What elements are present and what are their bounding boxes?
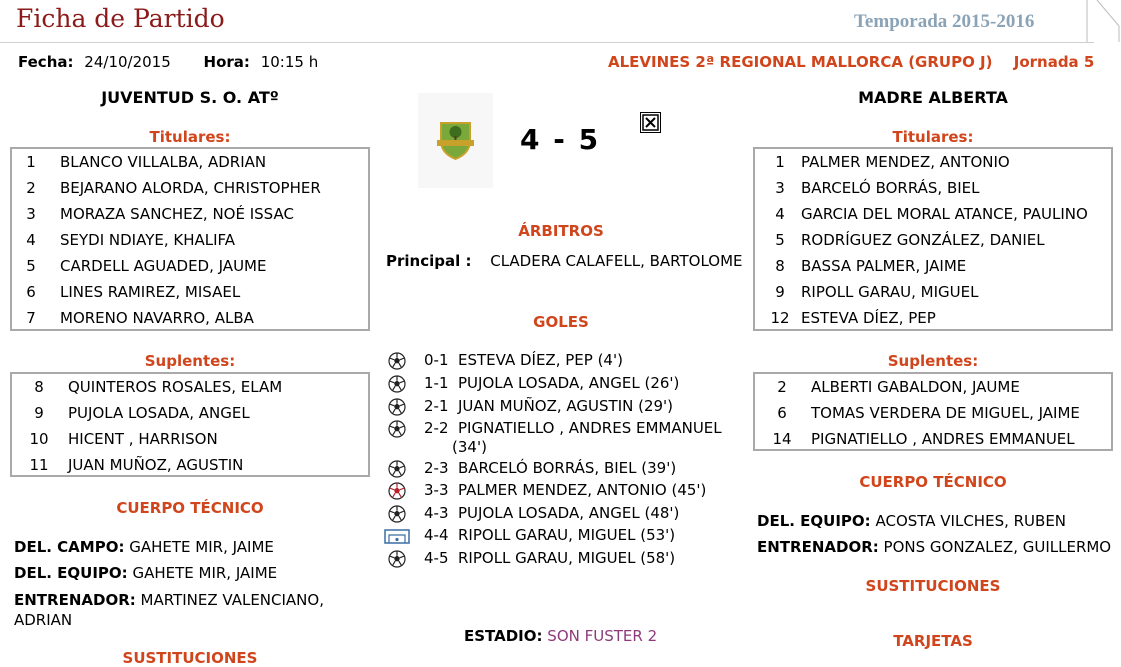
goal-scorer: PUJOLA LOSADA, ANGEL (48') bbox=[458, 504, 680, 522]
player-name[interactable]: JUAN MUÑOZ, AGUSTIN bbox=[68, 456, 244, 474]
away-starters-list bbox=[753, 147, 1113, 331]
staff-role: DEL. EQUIPO: bbox=[757, 512, 871, 530]
player-number: 5 bbox=[775, 231, 785, 249]
referees-title: ÁRBITROS bbox=[518, 222, 604, 240]
competition-name[interactable]: ALEVINES 2ª REGIONAL MALLORCA (GRUPO J) bbox=[608, 53, 993, 71]
ball-icon bbox=[388, 460, 406, 482]
staff-role: DEL. CAMPO: bbox=[14, 538, 125, 556]
goal-row bbox=[388, 419, 740, 459]
goal-row bbox=[388, 397, 740, 419]
goal-score: 0-1 bbox=[424, 351, 449, 369]
away-cards-title: TARJETAS bbox=[893, 632, 973, 650]
away-team-name[interactable]: MADRE ALBERTA bbox=[858, 88, 1008, 107]
match-datetime bbox=[18, 53, 318, 71]
own-goal-ball-icon bbox=[388, 482, 406, 504]
staff-name: GAHETE MIR, JAIME bbox=[129, 538, 274, 556]
away-staff-row bbox=[757, 512, 1066, 530]
player-number: 7 bbox=[26, 309, 36, 327]
player-number: 9 bbox=[34, 404, 44, 422]
player-name[interactable]: RODRÍGUEZ GONZÁLEZ, DANIEL bbox=[801, 231, 1045, 249]
player-row[interactable] bbox=[12, 305, 368, 331]
goal-scorer: PIGNATIELLO , ANDRES EMMANUEL bbox=[458, 419, 722, 437]
player-row[interactable] bbox=[755, 400, 1111, 426]
goal-score: 4-3 bbox=[424, 504, 449, 522]
player-number: 2 bbox=[26, 179, 36, 197]
season-label: Temporada 2015-2016 bbox=[854, 11, 1035, 32]
competition-info bbox=[608, 53, 1094, 71]
home-substitutions-title: SUSTITUCIONES bbox=[122, 649, 258, 667]
away-starters-title: Titulares: bbox=[892, 128, 974, 146]
goal-minute: (34') bbox=[452, 438, 487, 456]
staff-role: DEL. EQUIPO: bbox=[14, 564, 128, 582]
home-staff-row bbox=[14, 590, 354, 630]
player-name[interactable]: HICENT , HARRISON bbox=[68, 430, 218, 448]
stadium-link[interactable]: SON FUSTER 2 bbox=[547, 627, 658, 645]
away-subs-list bbox=[753, 372, 1113, 451]
goal-row bbox=[388, 504, 740, 526]
team-crest-icon bbox=[418, 93, 493, 188]
player-number: 1 bbox=[775, 153, 785, 171]
player-number: 9 bbox=[775, 283, 785, 301]
away-crest-missing-icon bbox=[640, 112, 661, 133]
player-number: 12 bbox=[770, 309, 790, 327]
player-row[interactable] bbox=[755, 149, 1111, 175]
home-subs-list bbox=[10, 372, 370, 477]
player-row[interactable] bbox=[12, 253, 368, 279]
ball-icon bbox=[388, 375, 406, 397]
player-row[interactable] bbox=[12, 374, 368, 400]
goal-row bbox=[388, 481, 740, 503]
player-name[interactable]: MORAZA SANCHEZ, NOÉ ISSAC bbox=[60, 205, 294, 223]
staff-name: ACOSTA VILCHES, RUBEN bbox=[875, 512, 1067, 530]
home-subs-title: Suplentes: bbox=[144, 352, 236, 370]
player-name[interactable]: TOMAS VERDERA DE MIGUEL, JAIME bbox=[811, 404, 1080, 422]
player-name[interactable]: BLANCO VILLALBA, ADRIAN bbox=[60, 153, 267, 171]
player-name[interactable]: GARCIA DEL MORAL ATANCE, PAULINO bbox=[801, 205, 1088, 223]
player-number: 1 bbox=[26, 153, 36, 171]
player-row[interactable] bbox=[755, 305, 1111, 331]
time-label: Hora: bbox=[203, 53, 250, 71]
player-row[interactable] bbox=[755, 374, 1111, 400]
ball-icon bbox=[388, 398, 406, 420]
player-name[interactable]: BASSA PALMER, JAIME bbox=[801, 257, 967, 275]
player-name[interactable]: QUINTEROS ROSALES, ELAM bbox=[68, 378, 283, 396]
goals-title: GOLES bbox=[533, 313, 589, 331]
time-value: 10:15 h bbox=[260, 53, 319, 71]
player-row[interactable] bbox=[12, 175, 368, 201]
referee-row bbox=[386, 252, 743, 270]
header-divider bbox=[0, 42, 1094, 43]
goal-score: 2-2 bbox=[424, 419, 449, 437]
goal-scorer: BARCELÓ BORRÁS, BIEL (39') bbox=[458, 459, 677, 477]
player-row[interactable] bbox=[12, 149, 368, 175]
goal-scorer: PUJOLA LOSADA, ANGEL (26') bbox=[458, 374, 680, 392]
goal-row bbox=[388, 351, 740, 373]
page-corner-icon bbox=[1085, 0, 1121, 42]
player-name[interactable]: ALBERTI GABALDON, JAUME bbox=[811, 378, 1020, 396]
player-number: 5 bbox=[26, 257, 36, 275]
home-staff-row bbox=[14, 564, 277, 582]
player-row[interactable] bbox=[12, 201, 368, 227]
home-staff-row bbox=[14, 538, 274, 556]
player-name[interactable]: BARCELÓ BORRÁS, BIEL bbox=[801, 179, 980, 197]
player-name[interactable]: PALMER MENDEZ, ANTONIO bbox=[801, 153, 1010, 171]
home-starters-list bbox=[10, 147, 370, 331]
player-number: 6 bbox=[777, 404, 787, 422]
referee-role: Principal : bbox=[386, 252, 472, 270]
stadium-label: ESTADIO: bbox=[464, 627, 543, 645]
staff-role: ENTRENADOR: bbox=[14, 591, 136, 609]
player-row[interactable] bbox=[755, 227, 1111, 253]
penalty-goal-icon bbox=[384, 527, 410, 549]
player-number: 6 bbox=[26, 283, 36, 301]
goal-row bbox=[388, 459, 740, 481]
player-number: 14 bbox=[772, 430, 792, 448]
player-name[interactable]: PUJOLA LOSADA, ANGEL bbox=[68, 404, 250, 422]
player-row[interactable] bbox=[12, 426, 368, 452]
player-row[interactable] bbox=[755, 201, 1111, 227]
player-name[interactable]: ESTEVA DÍEZ, PEP bbox=[801, 309, 936, 327]
player-row[interactable] bbox=[12, 279, 368, 305]
ball-icon bbox=[388, 352, 406, 374]
match-score: 4 - 5 bbox=[520, 123, 601, 156]
player-name[interactable]: MORENO NAVARRO, ALBA bbox=[60, 309, 254, 327]
away-subs-title: Suplentes: bbox=[887, 352, 979, 370]
staff-name: GAHETE MIR, JAIME bbox=[132, 564, 278, 582]
home-staff-title: CUERPO TÉCNICO bbox=[116, 499, 264, 517]
player-name[interactable]: LINES RAMIREZ, MISAEL bbox=[60, 283, 241, 301]
player-row[interactable] bbox=[12, 452, 368, 478]
goal-row bbox=[388, 526, 740, 548]
staff-role: ENTRENADOR: bbox=[757, 538, 879, 556]
player-number: 3 bbox=[26, 205, 36, 223]
goal-score: 4-5 bbox=[424, 549, 449, 567]
page-title: Ficha de Partido bbox=[16, 4, 225, 33]
ball-icon bbox=[388, 420, 406, 442]
player-row[interactable] bbox=[12, 227, 368, 253]
referee-name: CLADERA CALAFELL, BARTOLOME bbox=[490, 252, 743, 270]
away-staff-title: CUERPO TÉCNICO bbox=[859, 473, 1007, 491]
goal-scorer: JUAN MUÑOZ, AGUSTIN (29') bbox=[458, 397, 674, 415]
goal-score: 4-4 bbox=[424, 526, 449, 544]
stadium-row bbox=[464, 627, 657, 645]
ball-icon bbox=[388, 505, 406, 527]
goal-score: 3-3 bbox=[424, 481, 449, 499]
player-row[interactable] bbox=[12, 400, 368, 426]
player-row[interactable] bbox=[755, 279, 1111, 305]
date-value: 24/10/2015 bbox=[84, 53, 171, 71]
staff-name: MARTINEZ VALENCIANO, ADRIAN bbox=[14, 591, 324, 629]
player-name[interactable]: SEYDI NDIAYE, KHALIFA bbox=[60, 231, 236, 249]
round-label[interactable]: Jornada 5 bbox=[1013, 53, 1095, 71]
player-row[interactable] bbox=[755, 253, 1111, 279]
player-row[interactable] bbox=[755, 175, 1111, 201]
home-team-name[interactable]: JUVENTUD S. O. ATº bbox=[101, 88, 279, 107]
goal-scorer: RIPOLL GARAU, MIGUEL (53') bbox=[458, 526, 676, 544]
goal-score: 2-3 bbox=[424, 459, 449, 477]
player-name[interactable]: BEJARANO ALORDA, CHRISTOPHER bbox=[60, 179, 321, 197]
goal-row bbox=[388, 549, 740, 571]
home-starters-title: Titulares: bbox=[149, 128, 231, 146]
player-name[interactable]: CARDELL AGUADED, JAUME bbox=[60, 257, 267, 275]
player-number: 3 bbox=[775, 179, 785, 197]
goal-scorer: PALMER MENDEZ, ANTONIO (45') bbox=[458, 481, 707, 499]
goal-score: 1-1 bbox=[424, 374, 449, 392]
player-number: 11 bbox=[29, 456, 49, 474]
goal-scorer: RIPOLL GARAU, MIGUEL (58') bbox=[458, 549, 676, 567]
away-staff-row bbox=[757, 538, 1111, 556]
player-number: 8 bbox=[34, 378, 44, 396]
player-number: 8 bbox=[775, 257, 785, 275]
player-number: 2 bbox=[777, 378, 787, 396]
goal-scorer: ESTEVA DÍEZ, PEP (4') bbox=[458, 351, 623, 369]
player-name[interactable]: PIGNATIELLO , ANDRES EMMANUEL bbox=[811, 430, 1075, 448]
staff-name: PONS GONZALEZ, GUILLERMO bbox=[883, 538, 1112, 556]
ball-icon bbox=[388, 550, 406, 572]
goal-score: 2-1 bbox=[424, 397, 449, 415]
goal-row bbox=[388, 374, 740, 396]
player-number: 4 bbox=[775, 205, 785, 223]
home-team-crest[interactable] bbox=[418, 93, 493, 188]
date-label: Fecha: bbox=[18, 53, 74, 71]
player-number: 10 bbox=[29, 430, 49, 448]
player-number: 4 bbox=[26, 231, 36, 249]
player-row[interactable] bbox=[755, 426, 1111, 452]
away-substitutions-title: SUSTITUCIONES bbox=[865, 577, 1001, 595]
player-name[interactable]: RIPOLL GARAU, MIGUEL bbox=[801, 283, 979, 301]
